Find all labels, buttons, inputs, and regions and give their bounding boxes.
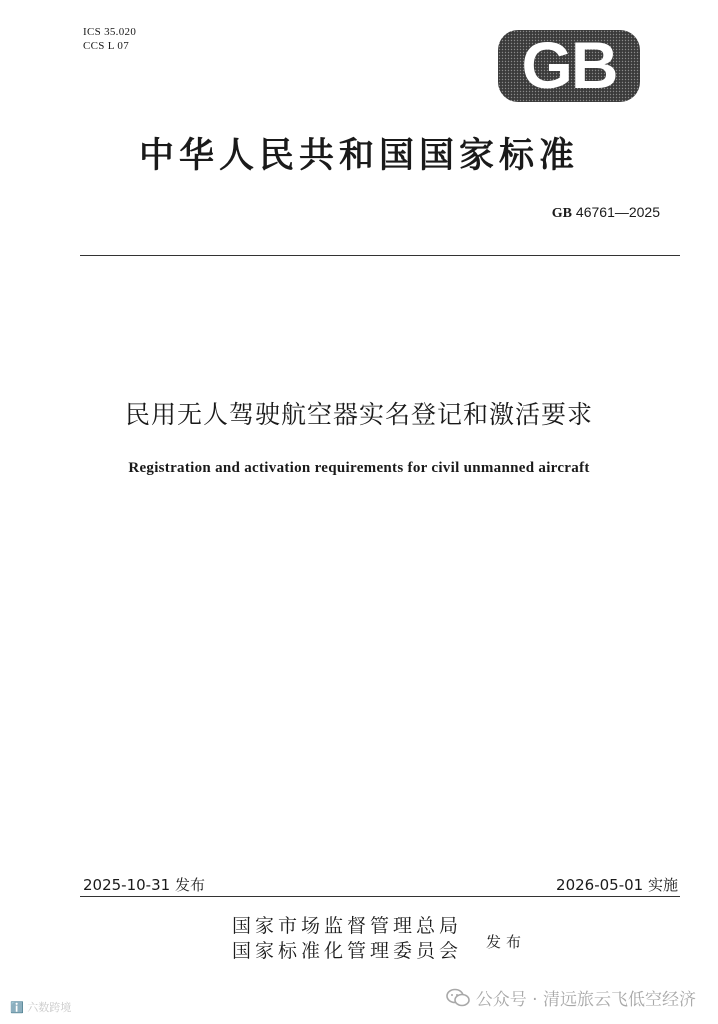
- bottom-divider: [80, 896, 680, 897]
- implementation-date: 2026-05-01 实施: [556, 876, 678, 894]
- publish-label: 发布: [486, 933, 527, 951]
- issuers: [232, 914, 462, 964]
- watermark-right-text: 公众号 · 清远旅云飞低空经济: [475, 990, 696, 1010]
- issuer-sac: 国家标准化管理委员会: [232, 940, 463, 962]
- issue-date: 2025-10-31 发布: [83, 876, 205, 894]
- watermark-right: [446, 985, 696, 1010]
- ccs-code: CCS L 07: [83, 40, 130, 52]
- top-divider: [80, 255, 680, 256]
- svg-text:GB: GB: [521, 30, 617, 102]
- standard-number: [552, 204, 660, 222]
- gb-logo: [498, 30, 640, 102]
- issuer-samr: 国家市场监督管理总局: [232, 915, 463, 937]
- main-title: 中华人民共和国国家标准: [138, 136, 579, 176]
- title-cn: 民用无人驾驶航空器实名登记和激活要求: [124, 400, 593, 429]
- wechat-icon: [446, 988, 470, 1008]
- standard-number-prefix: GB: [551, 206, 573, 221]
- watermark-left: ℹ️ 六数跨境: [10, 1001, 72, 1014]
- standard-number-value: 46761—2025: [575, 204, 660, 220]
- ics-code: ICS 35.020: [83, 26, 137, 38]
- classification-codes: [83, 25, 136, 53]
- title-en: Registration and activation requirements for civil unmanned aircraft: [128, 460, 590, 476]
